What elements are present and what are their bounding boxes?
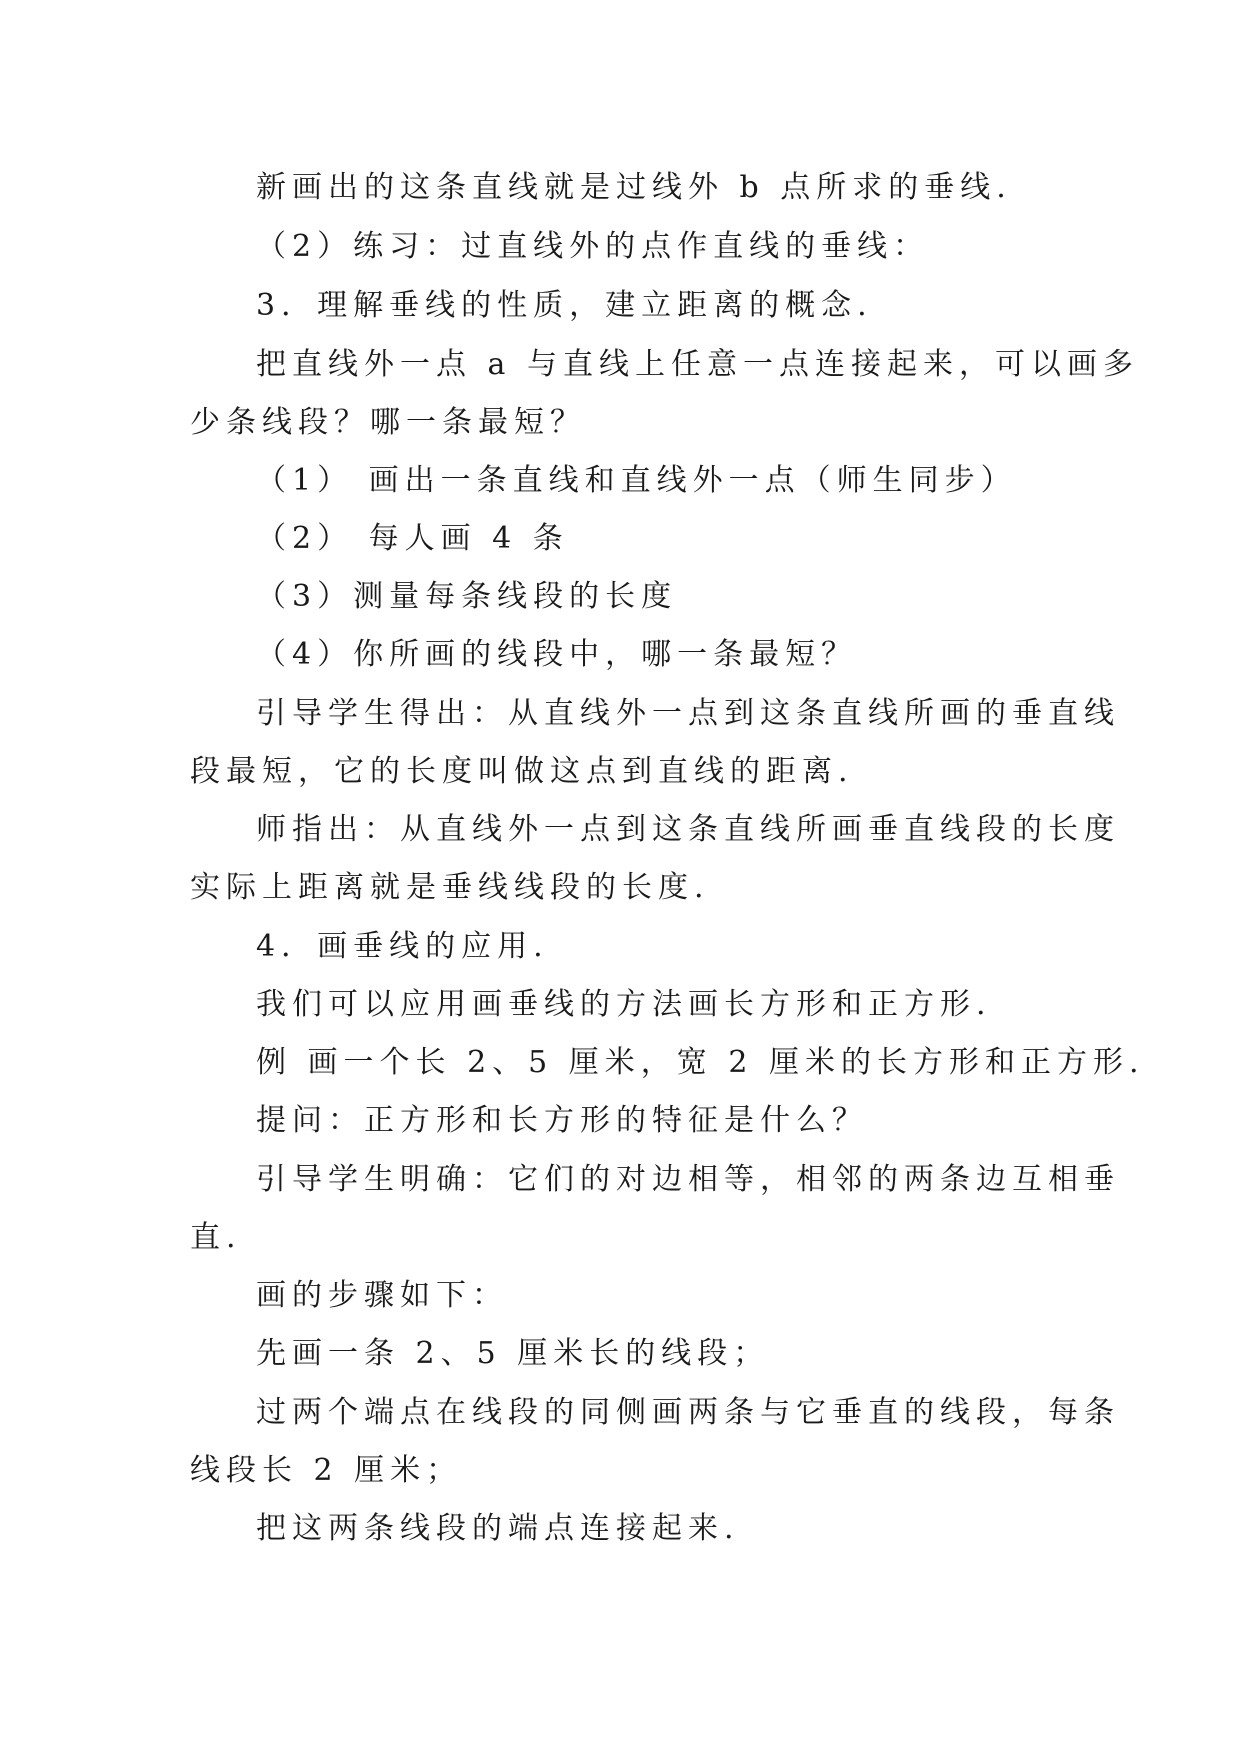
paragraph-line: 把直线外一点 a 与直线上任意一点连接起来，可以画多 [256,347,1139,382]
paragraph-line: 段最短，它的长度叫做这点到直线的距离. [190,754,854,789]
paragraph-line: （4）你所画的线段中，哪一条最短？ [256,637,858,672]
paragraph-line: （3）测量每条线段的长度 [256,579,678,614]
paragraph-line: 我们可以应用画垂线的方法画长方形和正方形. [256,987,992,1022]
paragraph-line: 把这两条线段的端点连接起来. [256,1511,740,1546]
paragraph-line: 4．画垂线的应用. [256,929,549,964]
paragraph-line: 3．理解垂线的性质，建立距离的概念. [256,288,873,323]
paragraph-line: （2）练习：过直线外的点作直线的垂线： [256,229,930,264]
paragraph-line: （2） 每人画 4 条 [256,521,569,556]
paragraph-line: 例 画一个长 2、5 厘米，宽 2 厘米的长方形和正方形. [256,1045,1145,1080]
paragraph-line: 提问：正方形和长方形的特征是什么？ [256,1103,868,1138]
paragraph-line: 实际上距离就是垂线线段的长度. [190,870,710,905]
paragraph-line: 线段长 2 厘米； [190,1453,463,1488]
paragraph-line: 引导学生得出：从直线外一点到这条直线所画的垂直线 [256,696,1120,731]
paragraph-line: 引导学生明确：它们的对边相等，相邻的两条边互相垂 [256,1162,1120,1197]
paragraph-line: （1） 画出一条直线和直线外一点（师生同步） [256,463,1017,498]
paragraph-line: 直. [190,1220,242,1255]
paragraph-line: 新画出的这条直线就是过线外 b 点所求的垂线. [256,170,1012,205]
paragraph-line: 少条线段？哪一条最短？ [190,405,586,440]
paragraph-line: 画的步骤如下： [256,1278,508,1313]
paragraph-line: 先画一条 2、5 厘米长的线段； [256,1336,770,1371]
paragraph-line: 师指出：从直线外一点到这条直线所画垂直线段的长度 [256,812,1120,847]
paragraph-line: 过两个端点在线段的同侧画两条与它垂直的线段，每条 [256,1395,1120,1430]
